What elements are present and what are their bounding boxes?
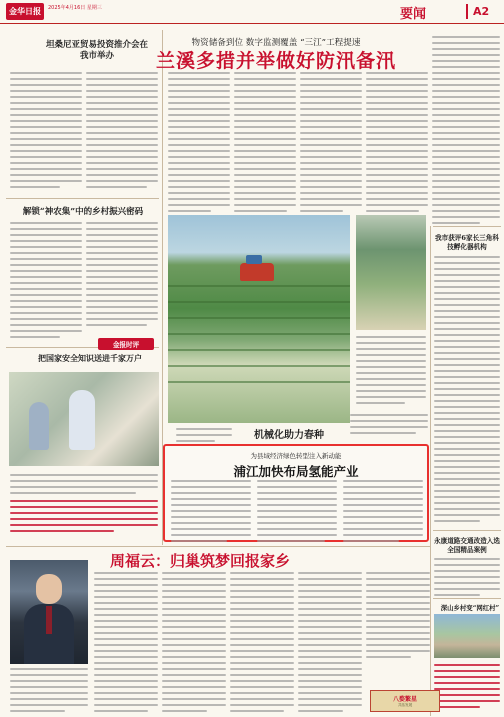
headline-yongkang-traffic[interactable]: 永康道路交通改造入选全国精品案例 [434,537,500,554]
person-figure [69,390,95,450]
headline-mechanized-planting[interactable]: 机械化助力春种 [254,430,324,441]
ad-banner[interactable] [370,690,440,712]
article-body [298,572,362,716]
article-body [434,664,500,712]
article-body [86,222,158,330]
rice-transplanter [240,263,274,281]
section-name: 要闻 [400,7,427,22]
newspaper-logo[interactable]: 金华日报 [6,3,44,20]
featured-kicker: 为县域经济绿色转型注入新动能 [250,452,342,460]
portrait-tie [46,606,52,634]
article-body [366,72,428,216]
article-body [168,72,230,216]
column-divider [430,226,431,716]
article-body [230,572,294,716]
ad-subtitle: 共話发展 [397,703,413,707]
article-body [234,72,296,216]
article-body [10,668,88,716]
headline-incubators[interactable]: 我市获评6家长三角科技孵化器机构 [435,234,499,251]
photo-zhou-fuyun [10,560,88,664]
article-body [162,572,226,716]
page-number: A2 [466,4,500,19]
photo-caption [350,414,428,438]
photo-seedlings [356,215,426,330]
article-body [343,480,423,546]
article-body [257,480,337,546]
section-divider [433,530,501,531]
section-divider [6,198,159,199]
photo-caption [10,474,158,498]
commentary-badge [98,338,154,350]
headline-lanxi-flood-control[interactable]: 兰溪多措并举做好防汛备汛 [156,50,397,72]
headline-internet-village[interactable]: 深山乡村变“网红村” [440,604,500,612]
masthead [0,0,504,24]
article-body [432,36,500,228]
commentary-badge-label: 金报时评 [112,341,140,349]
section-divider [6,546,430,547]
person-figure [29,402,49,450]
headline-national-security[interactable]: 把国家安全知识送进千家万户 [38,353,142,363]
article-body [300,72,362,216]
article-body [171,480,251,546]
article-body [366,572,430,662]
featured-article-box[interactable] [163,444,429,542]
article-body [356,336,426,408]
article-body [10,72,82,192]
article-body [434,558,500,600]
headline-shennong-market[interactable]: 解锁“神农集”中的乡村振兴密码 [22,207,144,217]
ad-title: 八婺繁星 [392,696,417,703]
issue-date: 2025年4月16日 星期三 [48,5,102,11]
photo-caption [10,500,158,536]
headline-kicker: 物资储备到位 数字监测覆盖 “三江”工程提速 [191,38,361,48]
headline-tanzania-investment[interactable]: 坦桑尼亚贸易投资推介会在我市举办 [45,40,148,61]
article-body [86,72,158,192]
photo-rice-transplanting [168,215,350,423]
headline-zhou-fuyun[interactable]: 周福云：归巢筑梦回报家乡 [110,552,291,570]
photo-mountain-village [434,614,500,658]
article-body [434,256,500,526]
portrait-face [36,574,62,604]
photo-security-education [9,372,159,466]
headline-pujiang-hydrogen[interactable]: 浦江加快布局氢能产业 [233,464,359,479]
article-body [94,572,158,716]
article-body [10,222,82,342]
